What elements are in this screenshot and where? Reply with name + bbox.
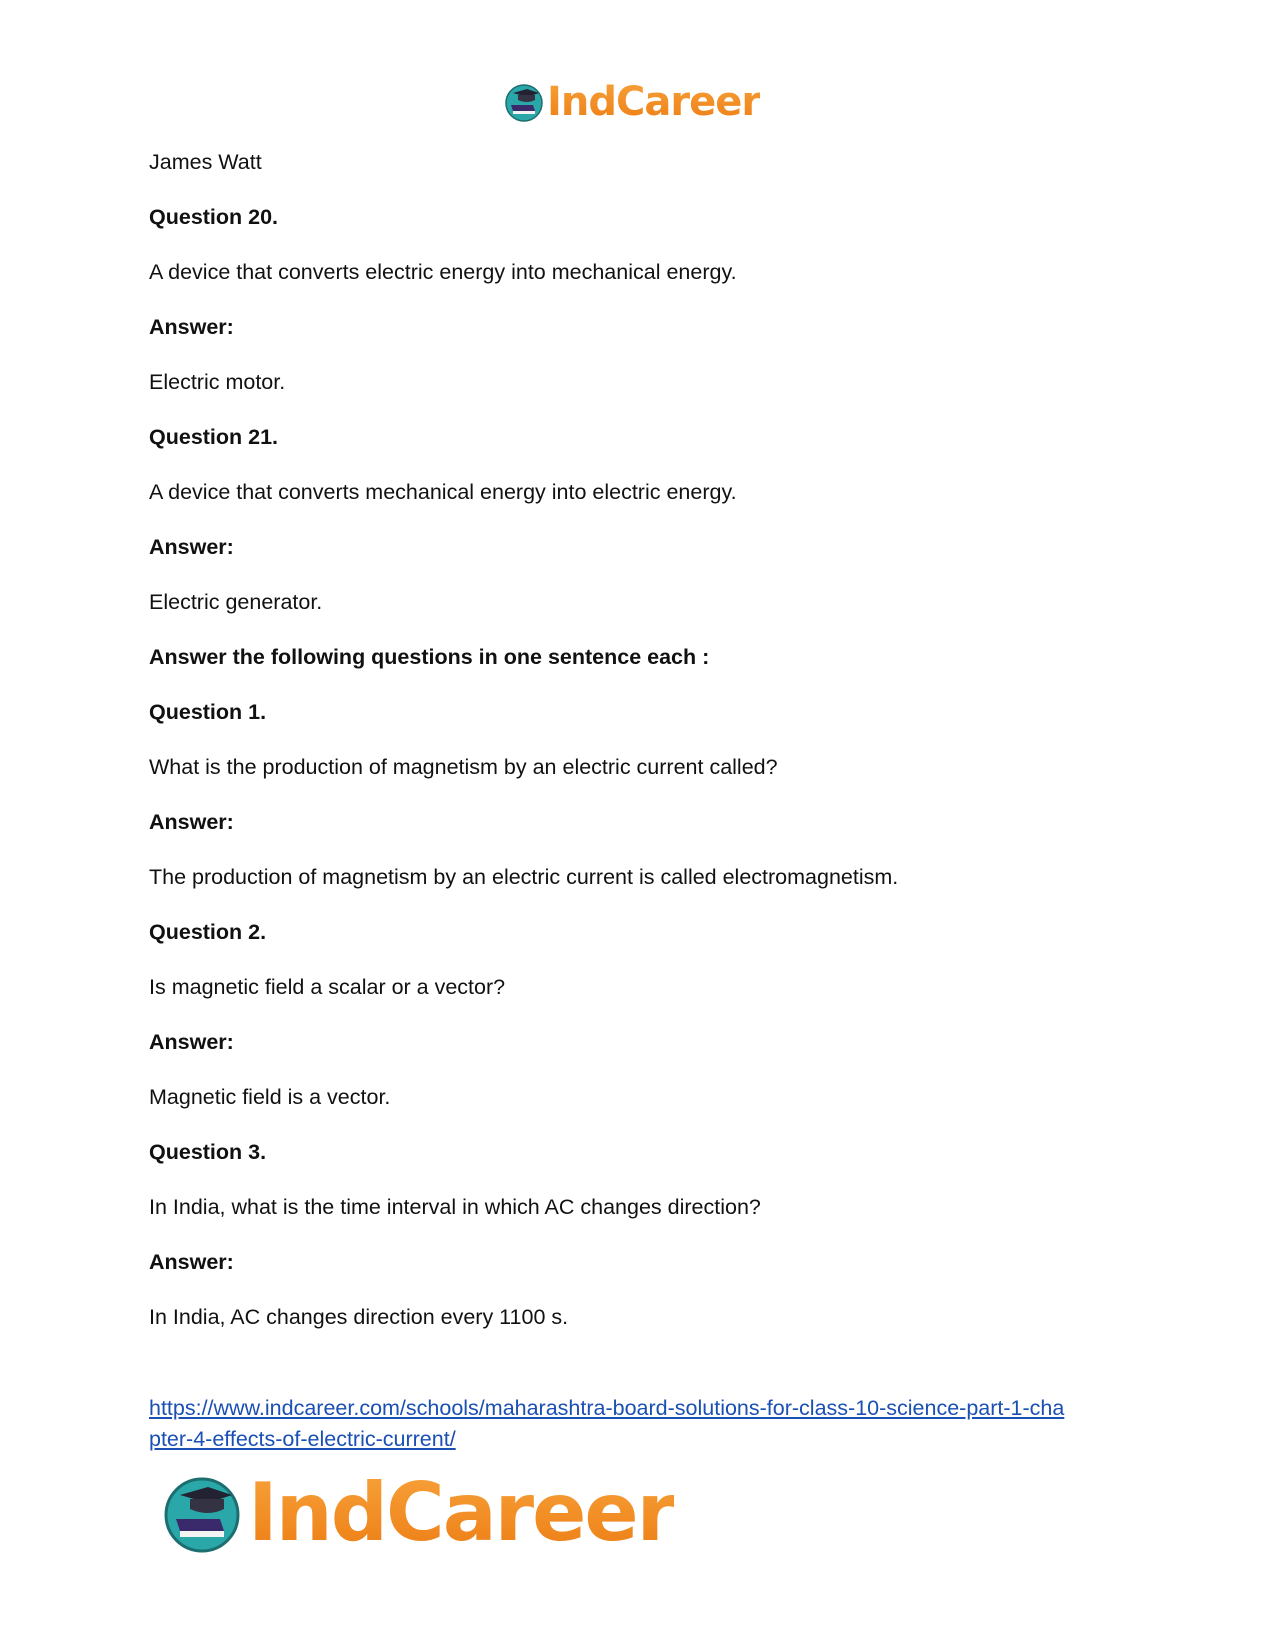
body-text: Is magnetic field a scalar or a vector? xyxy=(149,975,506,999)
question-heading: Question 1. xyxy=(149,700,267,724)
source-link[interactable] xyxy=(149,1393,1149,1455)
body-text: What is the production of magnetism by an electric current called? xyxy=(149,755,778,779)
body-text: James Watt xyxy=(149,150,262,174)
answer-label: Answer: xyxy=(149,315,234,339)
document-body xyxy=(149,150,1149,1360)
question-heading: Question 21. xyxy=(149,425,279,449)
question-heading: Question 3. xyxy=(149,1140,267,1164)
header-logo xyxy=(503,78,760,126)
globe-book-icon xyxy=(160,1471,244,1555)
answer-label: Answer: xyxy=(149,1030,234,1054)
body-text: Electric generator. xyxy=(149,590,323,614)
globe-book-icon xyxy=(503,81,545,123)
answer-label: Answer: xyxy=(149,810,234,834)
body-text: In India, what is the time interval in which AC changes direction? xyxy=(149,1195,761,1219)
answer-label: Answer: xyxy=(149,1250,234,1274)
source-link-line-1[interactable]: https://www.indcareer.com/schools/maharashtra-board-solutions-for-class-10-science-part-1-cha xyxy=(149,1396,1065,1420)
section-heading: Answer the following questions in one sentence each : xyxy=(149,645,710,669)
body-text: Magnetic field is a vector. xyxy=(149,1085,391,1109)
body-text: The production of magnetism by an electric current is called electromagnetism. xyxy=(149,865,899,889)
body-text: A device that converts mechanical energy into electric energy. xyxy=(149,480,737,504)
body-text: In India, AC changes direction every 1100 s. xyxy=(149,1305,569,1329)
answer-label: Answer: xyxy=(149,535,234,559)
question-heading: Question 2. xyxy=(149,920,267,944)
question-heading: Question 20. xyxy=(149,205,279,229)
body-text: A device that converts electric energy into mechanical energy. xyxy=(149,260,737,284)
body-text: Electric motor. xyxy=(149,370,286,394)
source-link-line-2[interactable]: pter-4-effects-of-electric-current/ xyxy=(149,1427,456,1451)
logo-wordmark: IndCareer xyxy=(248,1466,675,1559)
footer-logo xyxy=(160,1468,674,1558)
logo-wordmark: IndCareer xyxy=(547,79,761,125)
